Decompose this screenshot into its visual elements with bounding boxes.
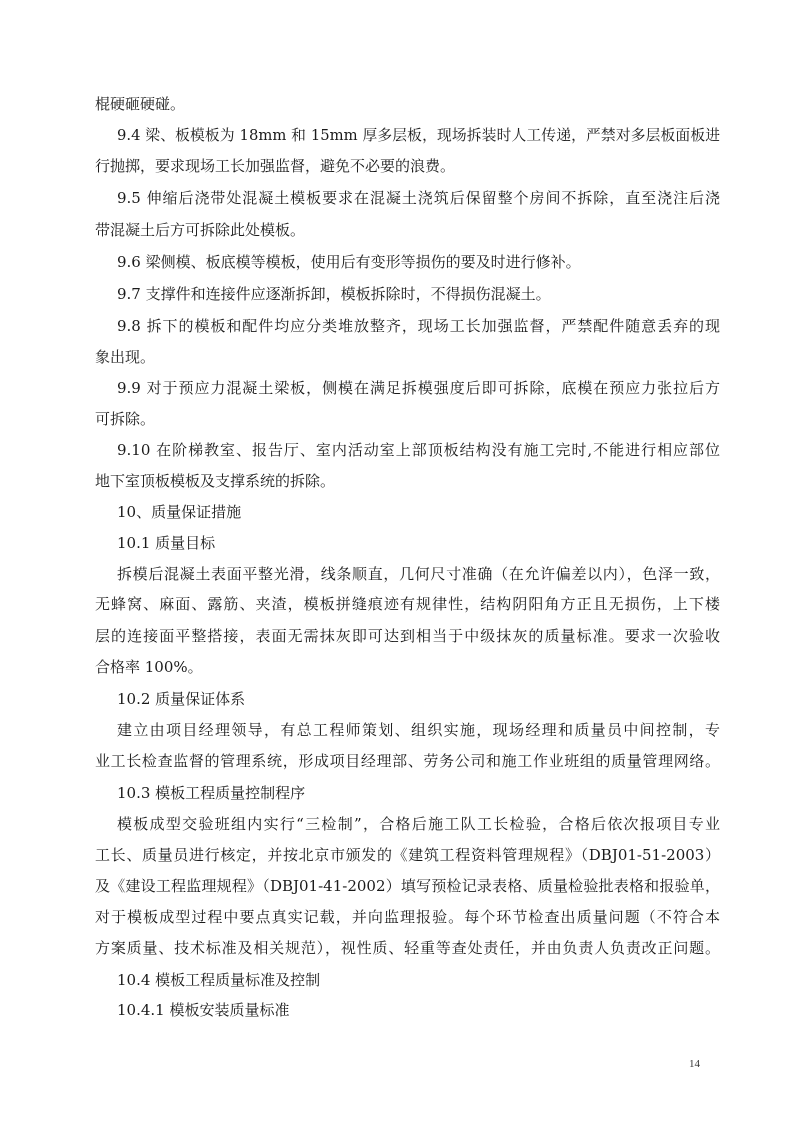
text-line: 9.6 梁侧模、板底模等模板，使用后有变形等损伤的要及时进行修补。 [117, 253, 581, 271]
text-line: 模板成型交验班组内实行“三检制”，合格后施工队工长检验，合格后依次报项目专业 [117, 815, 720, 833]
text-line: 9.4 梁、板模板为 18mm 和 15mm 厚多层板，现场拆装时人工传递，严禁对多层板面板进 [117, 127, 720, 144]
text-line: 地下室顶板模板及支撑系统的拆除。 [95, 472, 336, 490]
subsection-heading: 10.4 模板工程质量标准及控制 [117, 971, 321, 989]
text-line: 行抛掷，要求现场工长加强监督，避免不必要的浪费。 [95, 157, 456, 175]
text-line: 象出现。 [95, 348, 156, 366]
text-line: 对于模板成型过程中要点真实记载，并向监理报验。每个环节检查出质量问题（不符合本 [95, 908, 720, 926]
subsection-heading: 10.2 质量保证体系 [117, 690, 246, 708]
text-line: 9.8 拆下的模板和配件均应分类堆放整齐，现场工长加强监督，严禁配件随意丢弃的现 [117, 317, 720, 335]
text-line: 业工长检查监督的管理系统，形成项目经理部、劳务公司和施工作业班组的质量管理网络。 [95, 752, 720, 770]
text-line: 棍硬砸硬碰。 [95, 95, 186, 113]
text-line: 合格率 100%。 [95, 658, 203, 676]
text-line: 无蜂窝、麻面、露筋、夹渣，模板拼缝痕迹有规律性，结构阴阳角方正且无损伤，上下楼 [95, 595, 720, 613]
text-line: 拆模后混凝土表面平整光滑，线条顺直，几何尺寸准确（在允许偏差以内），色泽一致， [117, 565, 720, 583]
text-line: 9.9 对于预应力混凝土梁板，侧模在满足拆模强度后即可拆除，底模在预应力张拉后方 [117, 379, 720, 397]
page-number: 14 [689, 1058, 700, 1070]
text-line: 及《建设工程监理规程》（DBJ01-41-2002）填写预检记录表格、质量检验批表格和报验单， [95, 877, 720, 895]
text-line: 9.10 在阶梯教室、报告厅、室内活动室上部顶板结构没有施工完时,不能进行相应部位 [117, 441, 720, 459]
text-line: 9.5 伸缩后浇带处混凝土模板要求在混凝土浇筑后保留整个房间不拆除，直至浇注后浇 [117, 189, 720, 207]
text-line: 建立由项目经理领导，有总工程师策划、组织实施，现场经理和质量员中间控制，专 [117, 721, 720, 739]
subsection-heading: 10.4.1 模板安装质量标准 [117, 1001, 290, 1019]
subsection-heading: 10.1 质量目标 [117, 534, 216, 552]
text-line: 9.7 支撑件和连接件应逐渐拆卸，模板拆除时，不得损伤混凝土。 [117, 285, 551, 303]
text-line: 带混凝土后方可拆除此处模板。 [95, 221, 306, 239]
section-heading: 10、质量保证措施 [117, 503, 242, 521]
subsection-heading: 10.3 模板工程质量控制程序 [117, 784, 306, 802]
text-line: 工长、质量员进行核定，并按北京市颁发的《建筑工程资料管理规程》（DBJ01-51-2003） [95, 846, 720, 864]
text-line: 层的连接面平整搭接，表面无需抹灰即可达到相当于中级抹灰的质量标准。要求一次验收 [95, 627, 720, 645]
text-line: 可拆除。 [95, 410, 156, 428]
text-line: 方案质量、技术标准及相关规范），视性质、轻重等查处责任，并由负责人负责改正问题。 [95, 939, 720, 957]
